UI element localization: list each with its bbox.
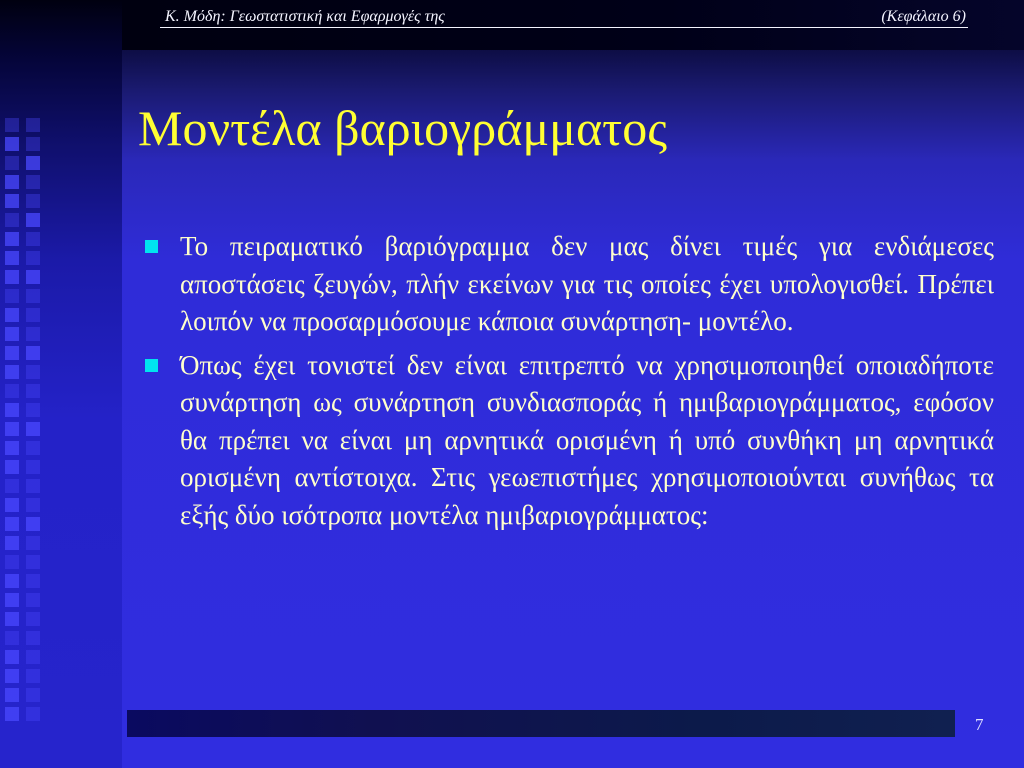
decor-square [5,251,19,265]
decor-square [26,555,40,569]
decor-square [5,289,19,303]
decor-square [26,574,40,588]
header-underline [160,27,968,28]
decor-square [5,612,19,626]
decor-square [26,593,40,607]
decor-square [26,669,40,683]
decor-square [26,441,40,455]
decor-square [5,650,19,664]
decor-square [26,498,40,512]
decor-square [26,403,40,417]
decor-square [5,346,19,360]
decor-square [5,631,19,645]
decor-square [26,175,40,189]
decor-square [26,213,40,227]
decor-square [5,194,19,208]
decor-square [26,194,40,208]
decor-square [5,270,19,284]
decor-square [26,232,40,246]
bullet-text: Όπως έχει τονιστεί δεν είναι επιτρεπτό να χρησιμοποιηθεί οποιαδήποτε συνάρτηση ως συνάρτηση συνδιασποράς ή ημιβαριογράμματος, εφόσον θα πρέπει να είναι μη αρνητικά ορισμένη ή υπό συνθήκη μη αρνητικά ορισμένη αντίστοιχα. Στις γεωεπιστήμες χρησιμοποιούνται συνήθως τα εξής δύο ισότροπα μοντέλα ημιβαριογράμματος: [180,349,994,530]
decor-square [26,308,40,322]
decor-square [5,460,19,474]
left-decorative-strip [0,0,122,768]
decor-square [5,118,19,132]
slide-title: Μοντέλα βαριογράμματος [138,100,668,156]
decor-square [26,365,40,379]
decor-square [5,517,19,531]
decor-square [26,384,40,398]
decor-square [5,422,19,436]
decor-square [26,422,40,436]
decor-square [5,232,19,246]
decor-square [26,688,40,702]
decor-square [5,213,19,227]
decor-square [5,441,19,455]
decor-square [5,669,19,683]
decor-square [5,137,19,151]
decor-square [26,346,40,360]
page-number: 7 [975,715,984,734]
decor-square [26,251,40,265]
decor-square [5,308,19,322]
footer-bar [127,710,955,737]
decor-square [5,156,19,170]
decorative-squares-column-2 [26,118,48,726]
decor-square [5,365,19,379]
decor-square [26,707,40,721]
square-bullet-icon [145,240,158,253]
decor-square [5,593,19,607]
decor-square [5,327,19,341]
decor-square [26,650,40,664]
decorative-squares-column-1 [5,118,27,726]
decor-square [26,612,40,626]
bullet-item [142,228,994,341]
header-chapter: (Κεφάλαιο 6) [881,8,966,25]
decor-square [26,156,40,170]
decor-square [5,707,19,721]
decor-square [5,403,19,417]
decor-square [5,555,19,569]
decor-square [26,270,40,284]
decor-square [26,479,40,493]
header-author-course: Κ. Μόδη: Γεωστατιστική και Εφαρμογές της [165,8,445,25]
bullet-item [142,347,994,535]
decor-square [26,460,40,474]
decor-square [26,118,40,132]
decor-square [5,536,19,550]
decor-square [26,289,40,303]
slide-body [142,228,994,540]
square-bullet-icon [145,359,158,372]
decor-square [26,327,40,341]
decor-square [26,536,40,550]
decor-square [5,688,19,702]
decor-square [5,479,19,493]
decor-square [5,384,19,398]
decor-square [26,517,40,531]
decor-square [26,137,40,151]
decor-square [5,175,19,189]
bullet-text: Το πειραματικό βαριόγραμμα δεν μας δίνει τιμές για ενδιάμεσες αποστάσεις ζευγών, πλήν εκείνων για τις οποίες έχει υπολογισθεί. Πρέπει λοιπόν να προσαρμόσουμε κάποια συνάρτηση- μοντέλο. [180,231,994,336]
decor-square [26,631,40,645]
decor-square [5,498,19,512]
decor-square [5,574,19,588]
